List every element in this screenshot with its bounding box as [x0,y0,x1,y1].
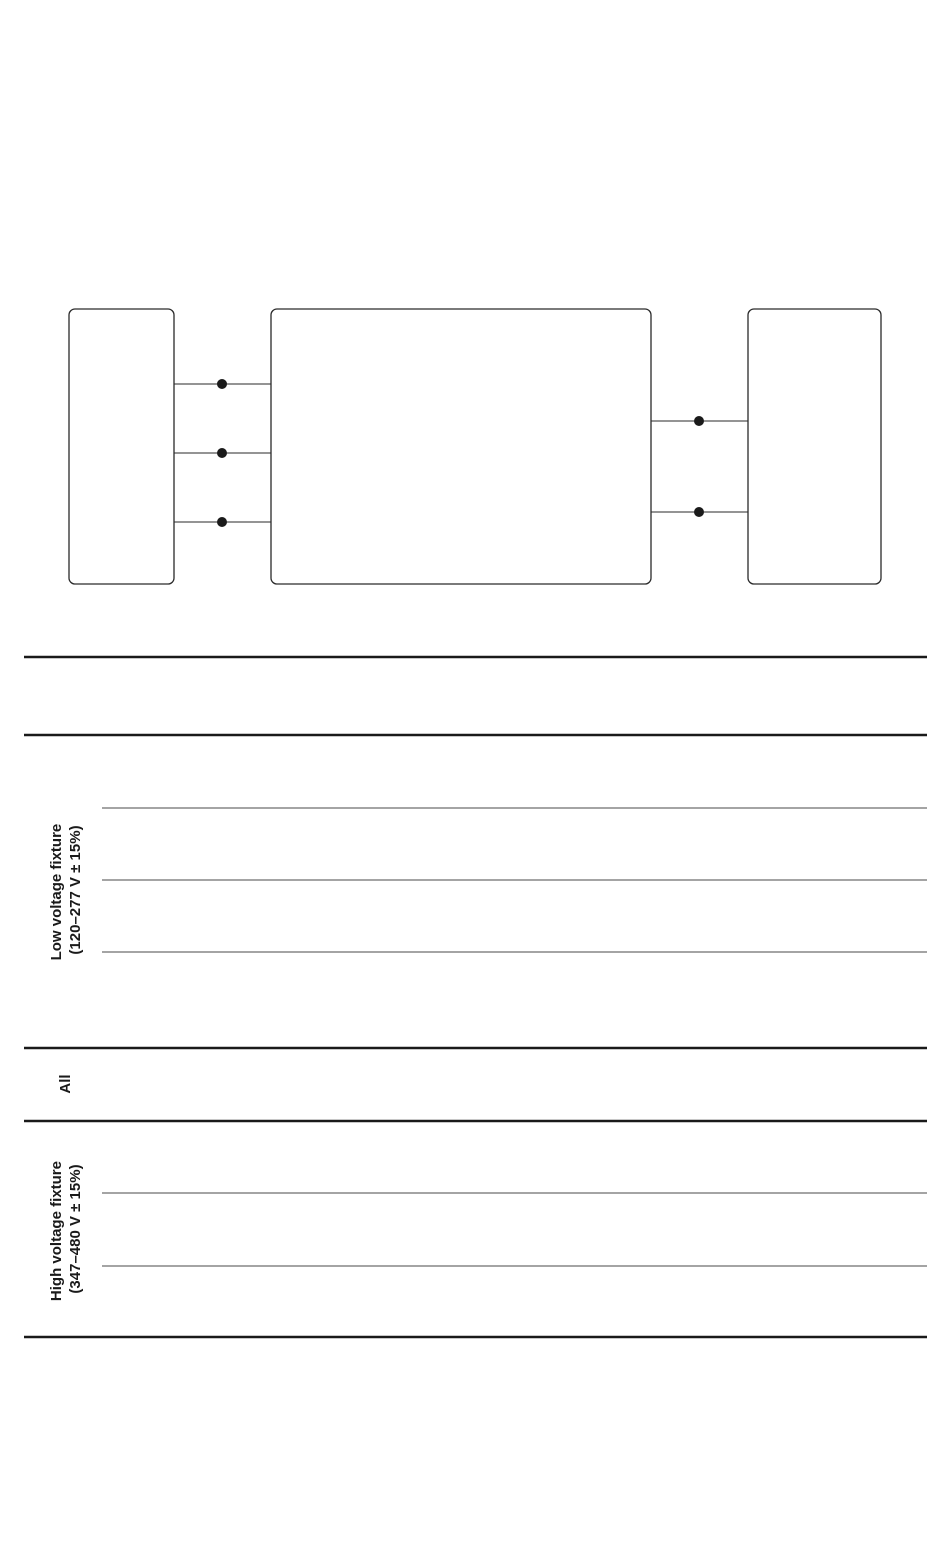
table [24,657,927,1337]
block-diagram [69,309,881,584]
right-wire-1-node [694,416,704,426]
center-block [271,309,651,584]
right-wire-2-node [694,507,704,517]
left-wire-1-node [217,379,227,389]
left-block [69,309,174,584]
right-block [748,309,881,584]
all-group-label: All [57,1074,74,1094]
left-wire-2-node [217,448,227,458]
high-voltage-group-label: High voltage fixture (347–480 V ± 15%) [48,1161,84,1302]
low-voltage-group-label: Low voltage fixture (120–277 V ± 15%) [48,823,84,961]
left-wire-3-node [217,517,227,527]
